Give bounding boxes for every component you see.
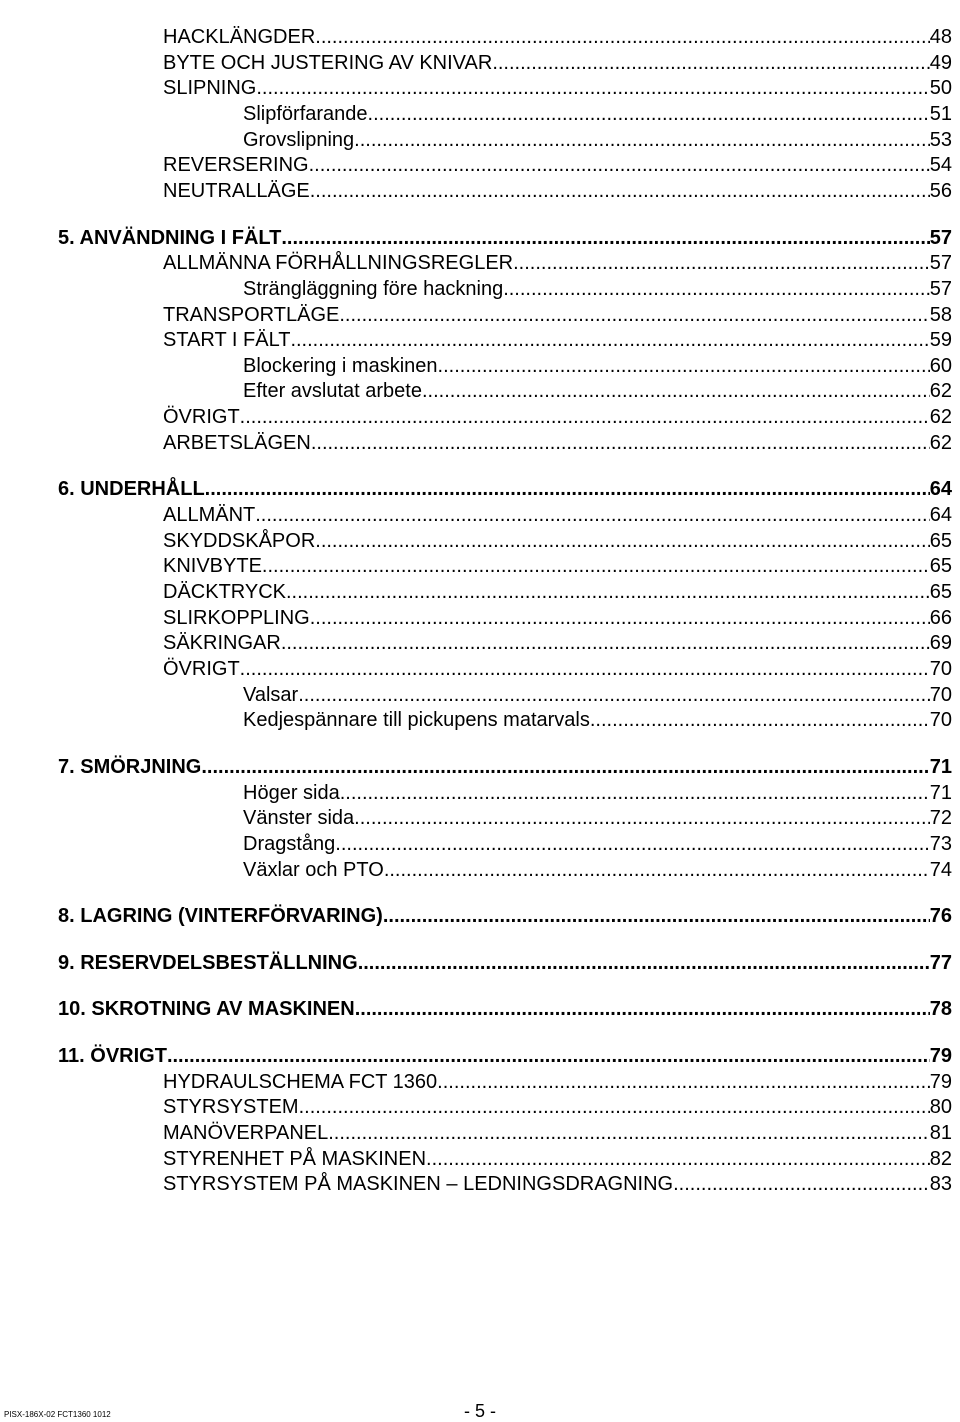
toc-entry[interactable]: [243, 805, 952, 831]
toc-dot-leader: [298, 682, 930, 708]
toc-entry-page: 65: [929, 555, 952, 578]
toc-entry[interactable]: [163, 605, 952, 631]
toc-dot-leader: [358, 950, 930, 976]
toc-entry[interactable]: [163, 1120, 952, 1146]
toc-entry-page: 54: [929, 154, 952, 177]
toc-entry-title: ARBETSLÄGEN: [163, 431, 311, 454]
toc-entry[interactable]: [58, 476, 952, 502]
toc-entry[interactable]: [243, 378, 952, 404]
toc-entry-title: 6. UNDERHÅLL: [58, 478, 205, 501]
toc-entry-title: SÄKRINGAR: [163, 632, 281, 655]
toc-entry-page: 74: [929, 858, 952, 881]
toc-entry[interactable]: [163, 50, 952, 76]
toc-entry[interactable]: [163, 302, 952, 328]
toc-entry[interactable]: [163, 430, 952, 456]
toc-entry[interactable]: [163, 553, 952, 579]
toc-entry-page: 48: [929, 26, 952, 48]
toc-entry-page: 59: [929, 329, 952, 352]
toc-entry-page: 56: [929, 179, 952, 202]
toc-entry-title: START I FÄLT: [163, 329, 291, 352]
toc-entry-title: ALLMÄNNA FÖRHÅLLNINGSREGLER: [163, 252, 514, 275]
toc-dot-leader: [201, 754, 929, 780]
toc-entry-page: 62: [929, 380, 952, 403]
toc-entry-title: HACKLÄNGDER: [163, 26, 316, 48]
toc-entry[interactable]: [163, 1069, 952, 1095]
toc-entry[interactable]: [163, 152, 952, 178]
toc-entry-page: 50: [929, 77, 952, 100]
toc-dot-leader: [354, 805, 930, 831]
toc-entry[interactable]: [163, 75, 952, 101]
toc-entry-page: 62: [929, 406, 952, 429]
toc-entry[interactable]: [163, 404, 952, 430]
toc-entry-title: Höger sida: [243, 781, 340, 804]
toc-entry-title: SKYDDSKÅPOR: [163, 529, 316, 552]
toc-entry-title: Dragstång: [243, 832, 336, 855]
toc-entry-page: 76: [929, 905, 952, 928]
toc-entry-title: ÖVRIGT: [163, 657, 240, 680]
toc-dot-leader: [384, 857, 930, 883]
toc-entry-page: 79: [929, 1070, 952, 1093]
toc-dot-leader: [426, 1146, 930, 1172]
toc-entry-page: 80: [929, 1096, 952, 1119]
toc-entry-page: 71: [929, 781, 952, 804]
toc-entry-page: 65: [929, 581, 952, 603]
toc-dot-leader: [315, 528, 929, 554]
document-code: PISX-186X-02 FCT1360 1012: [4, 1410, 111, 1419]
toc-entry[interactable]: [58, 950, 952, 976]
toc-dot-leader: [290, 327, 929, 353]
toc-entry[interactable]: [163, 502, 952, 528]
toc-entry-title: Efter avslutat arbete: [243, 380, 422, 403]
toc-dot-leader: [255, 502, 930, 528]
toc-dot-leader: [167, 1043, 930, 1069]
toc-dot-leader: [309, 152, 930, 178]
toc-entry-page: 57: [929, 226, 952, 249]
toc-entry-title: MANÖVERPANEL: [163, 1122, 329, 1144]
toc-entry-title: Grovslipning: [243, 128, 355, 151]
toc-entry-page: 49: [929, 51, 952, 74]
toc-entry-title: TRANSPORTLÄGE: [163, 303, 340, 326]
toc-entry-title: Blockering i maskinen: [243, 354, 438, 377]
toc-dot-leader: [240, 404, 930, 430]
toc-dot-leader: [340, 780, 930, 806]
toc-entry-title: BYTE OCH JUSTERING AV KNIVAR.: [163, 51, 498, 74]
toc-entry-title: 10. SKROTNING AV MASKINEN: [58, 998, 355, 1021]
toc-entry-page: 70: [929, 657, 952, 680]
toc-dot-leader: [355, 996, 930, 1022]
toc-entry-title: 8. LAGRING (VINTERFÖRVARING): [58, 905, 383, 928]
toc-entry[interactable]: [163, 656, 952, 682]
toc-entry-title: SLIPNING: [163, 77, 257, 100]
toc-entry-page: 62: [929, 431, 952, 454]
toc-entry-title: SLIRKOPPLING: [163, 606, 310, 629]
toc-entry-title: STYRSYSTEM PÅ MASKINEN – LEDNINGSDRAGNING: [163, 1173, 674, 1196]
toc-entry[interactable]: [58, 1043, 952, 1069]
toc-entry-title: Valsar: [243, 683, 299, 706]
toc-entry-title: ÖVRIGT: [163, 406, 240, 429]
toc-entry-page: 53: [929, 128, 952, 151]
toc-entry[interactable]: [163, 1171, 952, 1197]
toc-dot-leader: [438, 353, 930, 379]
toc-entry[interactable]: [243, 780, 952, 806]
toc-entry-title: HYDRAULSCHEMA FCT 1360: [163, 1070, 438, 1093]
toc-entry[interactable]: [163, 327, 952, 353]
toc-entry-page: 64: [929, 504, 952, 526]
toc-dot-leader: [590, 707, 930, 733]
toc-entry-page: 69: [929, 632, 952, 655]
toc-entry[interactable]: [163, 24, 952, 50]
toc-entry[interactable]: [243, 707, 952, 733]
toc-dot-leader: [205, 476, 930, 502]
toc-entry-title: Strängläggning före hackning: [243, 277, 504, 300]
toc-entry-page: 57: [929, 252, 952, 275]
toc-entry-title: 9. RESERVDELSBESTÄLLNING: [58, 951, 358, 974]
toc-dot-leader: [240, 656, 930, 682]
toc-entry-title: 5. ANVÄNDNING I FÄLT: [58, 226, 282, 249]
toc-dot-leader: [256, 75, 929, 101]
toc-entry-page: 73: [929, 832, 952, 855]
toc-entry-page: 81: [929, 1122, 952, 1144]
toc-dot-leader: [310, 605, 930, 631]
toc-dot-leader: [310, 178, 930, 204]
toc-entry[interactable]: [243, 682, 952, 708]
toc-entry-title: ALLMÄNT: [163, 504, 256, 526]
toc-entry-page: 64: [929, 478, 952, 501]
toc-entry[interactable]: [163, 630, 952, 656]
toc-entry-page: 77: [929, 951, 952, 974]
toc-dot-leader: [422, 378, 930, 404]
toc-entry[interactable]: [58, 903, 952, 929]
toc-entry-page: 66: [929, 606, 952, 629]
toc-entry[interactable]: [163, 528, 952, 554]
toc-entry-page: 60: [929, 354, 952, 377]
toc-entry-title: STYRSYSTEM: [163, 1096, 299, 1119]
toc-entry-page: 71: [929, 755, 952, 778]
toc-dot-leader: [339, 302, 929, 328]
toc-entry-page: 78: [929, 998, 952, 1021]
toc-entry-page: 79: [929, 1045, 952, 1068]
toc-dot-leader: [299, 1094, 930, 1120]
toc-entry-page: 57: [929, 277, 952, 300]
toc-dot-leader: [281, 630, 930, 656]
toc-dot-leader: [368, 101, 930, 127]
toc-entry[interactable]: [163, 178, 952, 204]
toc-dot-leader: [503, 276, 930, 302]
toc-dot-leader: [315, 24, 929, 50]
toc-entry-title: NEUTRALLÄGE: [163, 179, 310, 202]
toc-entry-page: 83: [929, 1173, 952, 1196]
toc-dot-leader: [354, 127, 930, 153]
toc-entry[interactable]: [243, 101, 952, 127]
toc-entry[interactable]: [58, 754, 952, 780]
toc-entry-title: Kedjespännare till pickupens matarvals: [243, 709, 590, 732]
toc-entry-title: Slipförfarande: [243, 102, 368, 125]
toc-entry-page: 70: [929, 683, 952, 706]
toc-dot-leader: [437, 1069, 930, 1095]
toc-entry-title: KNIVBYTE: [163, 555, 262, 578]
toc-entry[interactable]: [243, 831, 952, 857]
toc-entry[interactable]: [163, 579, 952, 605]
toc-dot-leader: [311, 430, 930, 456]
toc-entry[interactable]: [243, 127, 952, 153]
toc-entry-page: 58: [929, 303, 952, 326]
toc-entry-page: 70: [929, 709, 952, 732]
toc-entry-title: Vänster sida: [243, 807, 355, 830]
toc-dot-leader: [673, 1171, 930, 1197]
toc-entry-title: DÄCKTRYCK: [163, 581, 286, 603]
toc-entry[interactable]: [163, 1094, 952, 1120]
toc-dot-leader: [286, 579, 930, 605]
toc-dot-leader: [383, 903, 930, 929]
toc-entry[interactable]: [163, 1146, 952, 1172]
toc-entry[interactable]: [243, 276, 952, 302]
toc-entry-title: REVERSERING: [163, 154, 309, 177]
toc-dot-leader: [328, 1120, 930, 1146]
toc-entry-title: 11. ÖVRIGT: [58, 1045, 167, 1068]
toc-entry[interactable]: [163, 250, 952, 276]
toc-entry-page: 82: [929, 1147, 952, 1170]
toc-dot-leader: [335, 831, 929, 857]
toc-entry[interactable]: [243, 353, 952, 379]
toc-entry[interactable]: [243, 857, 952, 883]
toc-dot-leader: [262, 553, 930, 579]
toc-entry-page: 72: [929, 807, 952, 830]
toc-entry-title: 7. SMÖRJNING: [58, 755, 202, 778]
toc-entry-page: 51: [929, 102, 952, 125]
toc-entry-title: STYRENHET PÅ MASKINEN: [163, 1147, 427, 1170]
toc-dot-leader: [281, 225, 929, 251]
toc-entry-page: 65: [929, 529, 952, 552]
toc-dot-leader: [498, 50, 930, 76]
toc-entry[interactable]: [58, 225, 952, 251]
toc-entry-title: Växlar och PTO: [243, 858, 384, 881]
toc-entry[interactable]: [58, 996, 952, 1022]
page-number: - 5 -: [463, 1401, 496, 1421]
toc-dot-leader: [513, 250, 930, 276]
